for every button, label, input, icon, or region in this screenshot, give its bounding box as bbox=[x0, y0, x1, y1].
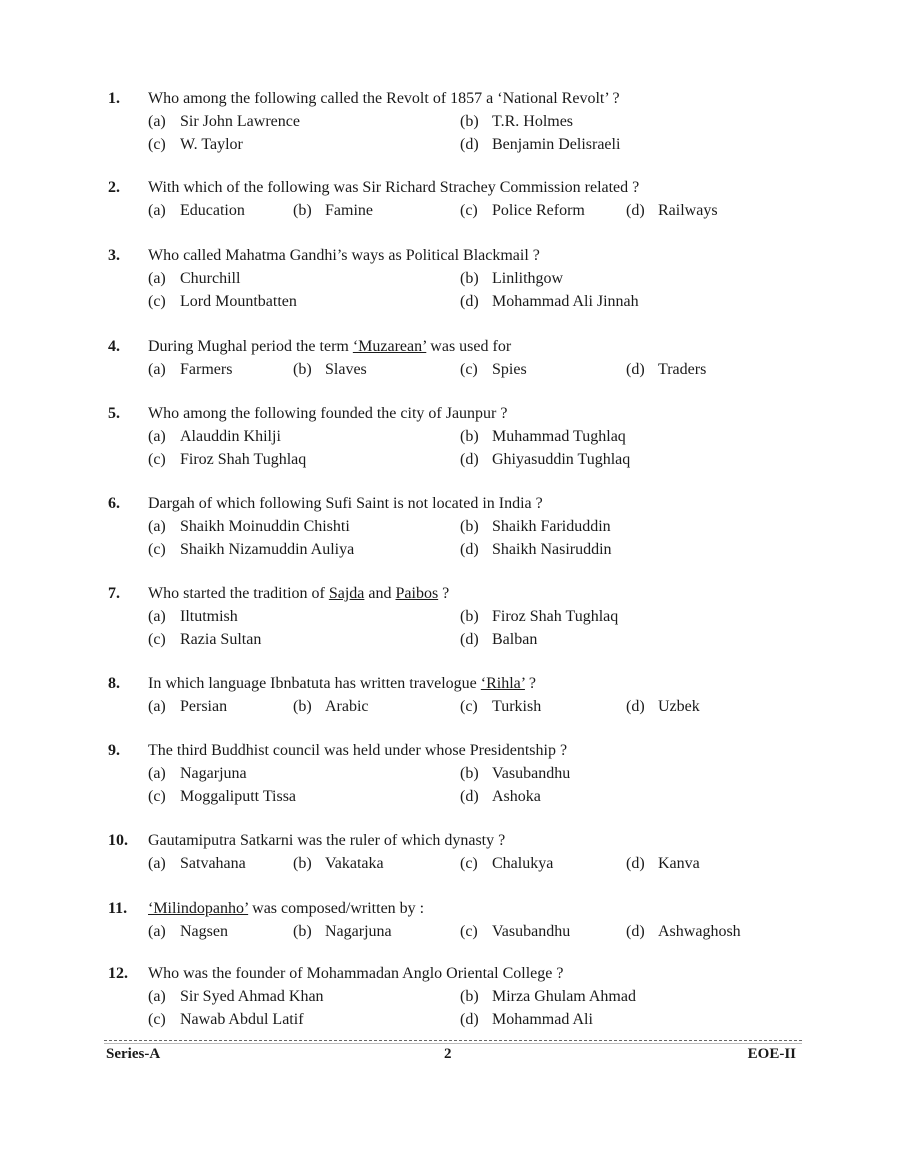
option-a: (a) Sir Syed Ahmad Khan bbox=[148, 988, 324, 1005]
series-label: Series-A bbox=[106, 1046, 161, 1062]
option-b: (b) Linlithgow bbox=[460, 270, 564, 287]
option-b: (b) T.R. Holmes bbox=[460, 113, 574, 130]
option-a: (a) Churchill bbox=[148, 270, 241, 287]
question-number: 12. bbox=[108, 965, 128, 982]
option-b: (b) Arabic bbox=[293, 698, 369, 715]
question-text: Who was the founder of Mohammadan Anglo Oriental College ? bbox=[148, 965, 564, 982]
question-number: 6. bbox=[108, 495, 120, 512]
question-text: ‘Milindopanho’ was composed/written by : bbox=[148, 900, 425, 917]
question-3 bbox=[108, 244, 808, 313]
question-number: 10. bbox=[108, 832, 128, 849]
option-d: (d) Ashoka bbox=[460, 788, 541, 805]
option-a: (a) Farmers bbox=[148, 361, 233, 378]
option-b: (b) Famine bbox=[293, 202, 373, 219]
option-a: (a) Education bbox=[148, 202, 245, 219]
option-d: (d) Benjamin Delisraeli bbox=[460, 136, 621, 153]
option-c: (c) Police Reform bbox=[460, 202, 585, 219]
option-a: (a) Shaikh Moinuddin Chishti bbox=[148, 518, 350, 535]
question-12 bbox=[108, 962, 808, 1031]
footer-divider-line bbox=[104, 1043, 802, 1044]
question-11 bbox=[108, 897, 808, 943]
option-d: (d) Uzbek bbox=[626, 698, 700, 715]
option-d: (d) Shaikh Nasiruddin bbox=[460, 541, 612, 558]
question-9 bbox=[108, 739, 808, 808]
question-number: 11. bbox=[108, 900, 128, 917]
question-number: 9. bbox=[108, 742, 120, 759]
question-5 bbox=[108, 402, 808, 471]
option-a: (a) Iltutmish bbox=[148, 608, 238, 625]
question-4 bbox=[108, 335, 808, 381]
option-d: (d) Traders bbox=[626, 361, 707, 378]
question-number: 1. bbox=[108, 90, 120, 107]
question-text: Dargah of which following Sufi Saint is not located in India ? bbox=[148, 495, 543, 512]
option-b: (b) Vakataka bbox=[293, 855, 384, 872]
option-a: (a) Nagarjuna bbox=[148, 765, 247, 782]
question-6 bbox=[108, 492, 808, 561]
question-number: 4. bbox=[108, 338, 120, 355]
paper-code: EOE-II bbox=[747, 1046, 796, 1062]
question-text: In which language Ibnbatuta has written travelogue ‘Rihla’ ? bbox=[148, 675, 537, 692]
question-2 bbox=[108, 176, 808, 222]
option-d: (d) Balban bbox=[460, 631, 538, 648]
option-b: (b) Nagarjuna bbox=[293, 923, 392, 940]
question-text: The third Buddhist council was held under whose Presidentship ? bbox=[148, 742, 568, 759]
option-d: (d) Railways bbox=[626, 202, 718, 219]
question-text: Who among the following called the Revolt of 1857 a ‘National Revolt’ ? bbox=[148, 90, 620, 107]
question-text: Who called Mahatma Gandhi’s ways as Political Blackmail ? bbox=[148, 247, 540, 264]
option-c: (c) Chalukya bbox=[460, 855, 554, 872]
option-d: (d) Mohammad Ali bbox=[460, 1011, 593, 1028]
question-number: 5. bbox=[108, 405, 120, 422]
question-text: During Mughal period the term ‘Muzarean’ was used for bbox=[148, 338, 512, 355]
option-b: (b) Shaikh Fariduddin bbox=[460, 518, 611, 535]
question-text: Gautamiputra Satkarni was the ruler of which dynasty ? bbox=[148, 832, 506, 849]
question-7 bbox=[108, 582, 808, 651]
option-c: (c) Moggaliputt Tissa bbox=[148, 788, 297, 805]
question-10 bbox=[108, 829, 808, 875]
question-text: Who started the tradition of Sajda and Paibos ? bbox=[148, 585, 450, 602]
question-number: 7. bbox=[108, 585, 120, 602]
option-d: (d) Kanva bbox=[626, 855, 700, 872]
option-c: (c) Nawab Abdul Latif bbox=[148, 1011, 304, 1028]
option-b: (b) Mirza Ghulam Ahmad bbox=[460, 988, 636, 1005]
question-text: Who among the following founded the city of Jaunpur ? bbox=[148, 405, 508, 422]
option-a: (a) Sir John Lawrence bbox=[148, 113, 300, 130]
question-number: 8. bbox=[108, 675, 120, 692]
option-c: (c) Razia Sultan bbox=[148, 631, 262, 648]
question-number: 3. bbox=[108, 247, 120, 264]
option-c: (c) Turkish bbox=[460, 698, 542, 715]
option-b: (b) Slaves bbox=[293, 361, 367, 378]
option-c: (c) Firoz Shah Tughlaq bbox=[148, 451, 307, 468]
option-c: (c) Lord Mountbatten bbox=[148, 293, 297, 310]
option-a: (a) Nagsen bbox=[148, 923, 228, 940]
question-8 bbox=[108, 672, 808, 718]
option-c: (c) Shaikh Nizamuddin Auliya bbox=[148, 541, 355, 558]
option-c: (c) Spies bbox=[460, 361, 527, 378]
option-b: (b) Firoz Shah Tughlaq bbox=[460, 608, 619, 625]
option-a: (a) Persian bbox=[148, 698, 228, 715]
option-b: (b) Muhammad Tughlaq bbox=[460, 428, 626, 445]
footer-divider bbox=[104, 1040, 802, 1041]
option-d: (d) Ashwaghosh bbox=[626, 923, 741, 940]
option-b: (b) Vasubandhu bbox=[460, 765, 571, 782]
option-d: (d) Ghiyasuddin Tughlaq bbox=[460, 451, 631, 468]
page-number: 2 bbox=[444, 1046, 452, 1062]
option-a: (a) Satvahana bbox=[148, 855, 246, 872]
option-a: (a) Alauddin Khilji bbox=[148, 428, 281, 445]
option-c: (c) W. Taylor bbox=[148, 136, 243, 153]
option-c: (c) Vasubandhu bbox=[460, 923, 571, 940]
option-d: (d) Mohammad Ali Jinnah bbox=[460, 293, 639, 310]
question-1 bbox=[108, 87, 808, 156]
question-number: 2. bbox=[108, 179, 120, 196]
question-text: With which of the following was Sir Richard Strachey Commission related ? bbox=[148, 179, 640, 196]
